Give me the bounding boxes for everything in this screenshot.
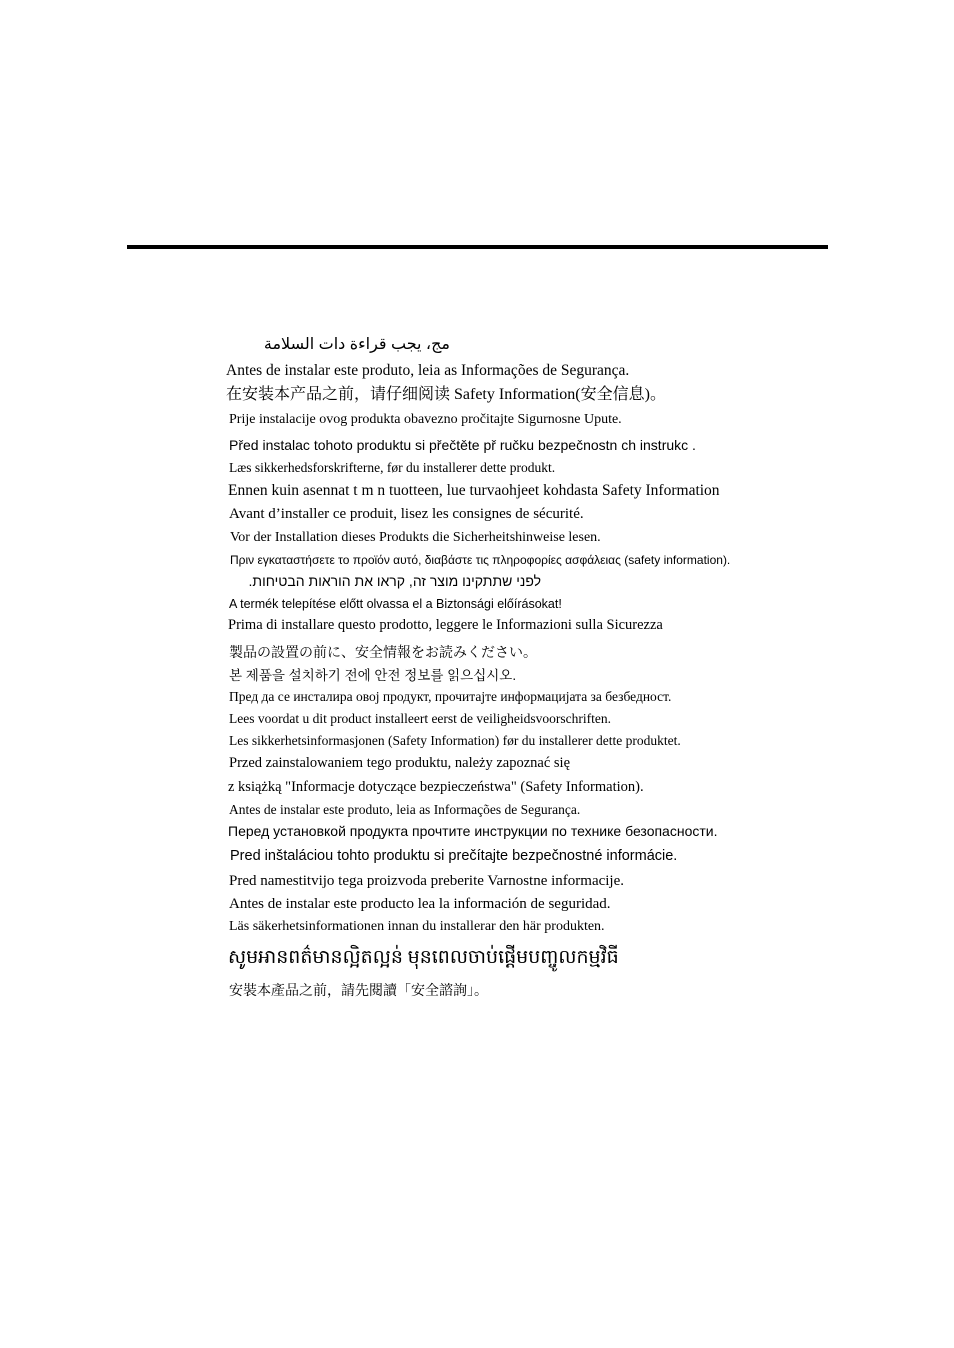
safety-line-3: Prije instalacije ovog produkta obavezno pročitajte Sigurnosne Upute.	[229, 412, 622, 427]
safety-line-1: Antes de instalar este produto, leia as Informações de Segurança.	[226, 362, 630, 379]
safety-line-5: Læs sikkerhedsforskrifterne, før du installerer dette produkt.	[229, 460, 556, 475]
safety-line-19: z książką "Informacje dotyczące bezpieczeństwa" (Safety Information).	[228, 779, 644, 795]
safety-line-22: Pred inštaláciou tohto produktu si prečítajte bezpečnostné informácie.	[230, 848, 678, 864]
safety-line-2: 在安装本产品之前，请仔细阅读 Safety Information(安全信息)。	[226, 386, 666, 403]
safety-line-9: Πριν εγκαταστήσετε το προϊόν αυτό, διαβάστε τις πληροφορίες ασφάλειας (safety information).	[230, 553, 731, 567]
safety-line-18: Przed zainstalowaniem tego produktu, należy zapoznać się	[229, 755, 571, 771]
safety-line-8: Vor der Installation dieses Produkts die Sicherheitshinweise lesen.	[230, 530, 601, 545]
safety-line-27: 安裝本產品之前，請先閱讀「安全諮詢」。	[229, 982, 488, 998]
safety-line-26: សូមអានពត៌មានល្អិតល្អន់ មុនពេលចាប់ផ្តើមបញ្ចូលកម្មវិធី	[228, 947, 619, 968]
safety-line-12: Prima di installare questo prodotto, leggere le Informazioni sulla Sicurezza	[228, 617, 663, 633]
safety-line-11: A termék telepítése előtt olvassa el a Biztonsági előírásokat!	[229, 597, 562, 611]
safety-line-17: Les sikkerhetsinformasjonen (Safety Information) før du installerer dette produktet.	[229, 733, 681, 748]
safety-line-15: Пред да се инсталира овој продукт, прочитајте информацијата за безбедност.	[229, 689, 672, 704]
safety-line-24: Antes de instalar este producto lea la información de seguridad.	[229, 896, 611, 912]
safety-line-4: Před instalac tohoto produktu si přečtěte př ručku bezpečnostn ch instrukc .	[229, 437, 696, 453]
safety-line-10: לפני שתתקינו מוצר זה, קראו את הוראות הבטיחות.	[248, 573, 541, 589]
safety-line-7: Avant d’installer ce produit, lisez les consignes de sécurité.	[229, 506, 584, 522]
safety-line-13: 製品の設置の前に、安全情報をお読みください。	[229, 644, 537, 660]
safety-line-21: Перед установкой продукта прочтите инструкции по технике безопасности.	[228, 823, 718, 839]
safety-line-23: Pred namestitvijo tega proizvoda preberite Varnostne informacije.	[229, 873, 625, 889]
safety-line-0: مج، يجب قراءة دات السلامة	[263, 336, 450, 353]
safety-line-25: Läs säkerhetsinformationen innan du installerar den här produkten.	[229, 919, 605, 934]
safety-line-16: Lees voordat u dit product installeert eerst de veiligheidsvoorschriften.	[229, 711, 612, 726]
safety-line-20: Antes de instalar este produto, leia as Informações de Segurança.	[229, 802, 581, 817]
safety-line-14: 본 제품을 설치하기 전에 안전 정보를 읽으십시오.	[229, 668, 517, 683]
safety-line-6: Ennen kuin asennat t m n tuotteen, lue turvaohjeet kohdasta Safety Information	[228, 482, 720, 499]
